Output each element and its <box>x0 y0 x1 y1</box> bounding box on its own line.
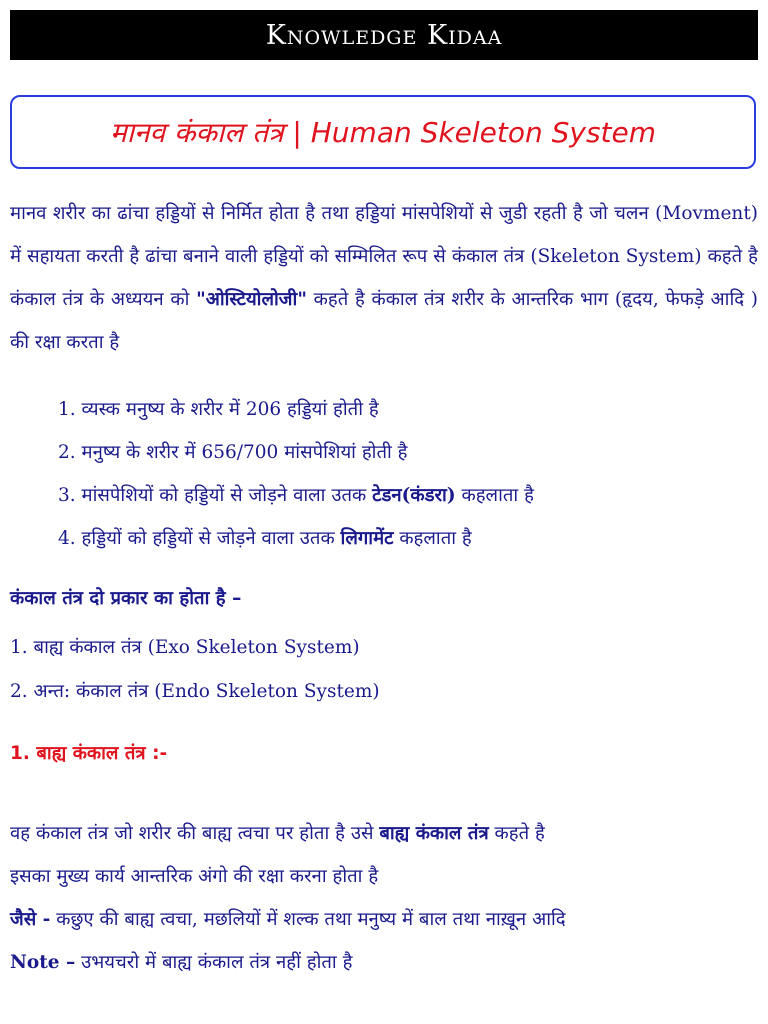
list-number: 3. <box>58 485 76 506</box>
intro-paragraph <box>10 192 758 364</box>
section-heading: 1. बाह्य कंकाल तंत्र :- <box>10 743 168 764</box>
section-line: इसका मुख्य कार्य आन्तरिक अंगो की रक्षा करना होता है <box>10 866 379 887</box>
line-text-tail: कहते है <box>488 823 545 844</box>
intro-text-start: मानव शरीर का ढांचा हड्डियों से निर्मित होता है तथा हड्डियां मांसपेशियों से जुडी रहती है जो चलन (Movment) में सहायता करती है ढांचा बनाने वाली हड्डियों को सम्मिलित रूप से कंकाल तंत्र (Skeleton System) कहते है कंकाल तंत्र के अध्ययन को <box>10 203 758 310</box>
list-text: मांसपेशियों को हड्डियों से जोड़ने वाला उतक <box>81 485 373 506</box>
list-item: 1. बाह्य कंकाल तंत्र (Exo Skeleton System) <box>10 637 360 658</box>
page-title: मानव कंकाल तंत्र | Human Skeleton System <box>109 116 657 149</box>
section-body <box>10 812 758 984</box>
example-line <box>10 898 758 941</box>
list-number: 4. <box>58 528 76 549</box>
list-number: 1. <box>58 399 76 420</box>
list-text-tail: कहलाता है <box>455 485 534 506</box>
list-item <box>58 517 534 560</box>
facts-list <box>58 388 534 560</box>
list-text: व्यस्क मनुष्य के शरीर में 206 हड्डियां होती है <box>81 399 379 420</box>
note-label: Note – <box>10 952 76 973</box>
types-heading: कंकाल तंत्र दो प्रकार का होता है – <box>10 588 242 609</box>
list-item <box>58 474 534 517</box>
example-text: कछुए की बाह्य त्वचा, मछलियों में शल्क तथा मनुष्य में बाल तथा नाख़ून आदि <box>50 909 566 930</box>
list-text: मनुष्य के शरीर में 656/700 मांसपेशियां होती है <box>81 442 408 463</box>
line-text: वह कंकाल तंत्र जो शरीर की बाह्य त्वचा पर होता है उसे <box>10 823 380 844</box>
list-item: 2. अन्त: कंकाल तंत्र (Endo Skeleton System) <box>10 681 380 702</box>
list-text: हड्डियों को हड्डियों से जोड़ने वाला उतक <box>81 528 341 549</box>
page-title-box <box>10 95 756 169</box>
brand-header <box>10 10 758 60</box>
note-text: उभयचरो में बाह्य कंकाल तंत्र नहीं होता है <box>75 952 353 973</box>
intro-term: "ओस्टियोलोजी" <box>196 289 307 310</box>
section-line <box>10 812 758 855</box>
list-item <box>58 431 534 474</box>
example-label: जैसे - <box>10 909 51 930</box>
intro-text-end: कहते है कंकाल तंत्र शरीर के आन्तरिक भाग (हृदय, फेफड़े आदि ) की रक्षा करता है <box>10 289 759 353</box>
types-list <box>10 626 380 714</box>
list-item <box>58 388 534 431</box>
list-term: टेडन(कंडरा) <box>372 485 456 506</box>
note-line <box>10 941 758 984</box>
list-term: लिगामेंट <box>340 528 394 549</box>
list-number: 2. <box>58 442 76 463</box>
line-term: बाह्य कंकाल तंत्र <box>379 823 489 844</box>
brand-title: Knowledge Kidaa <box>265 19 503 51</box>
list-text-tail: कहलाता है <box>393 528 472 549</box>
